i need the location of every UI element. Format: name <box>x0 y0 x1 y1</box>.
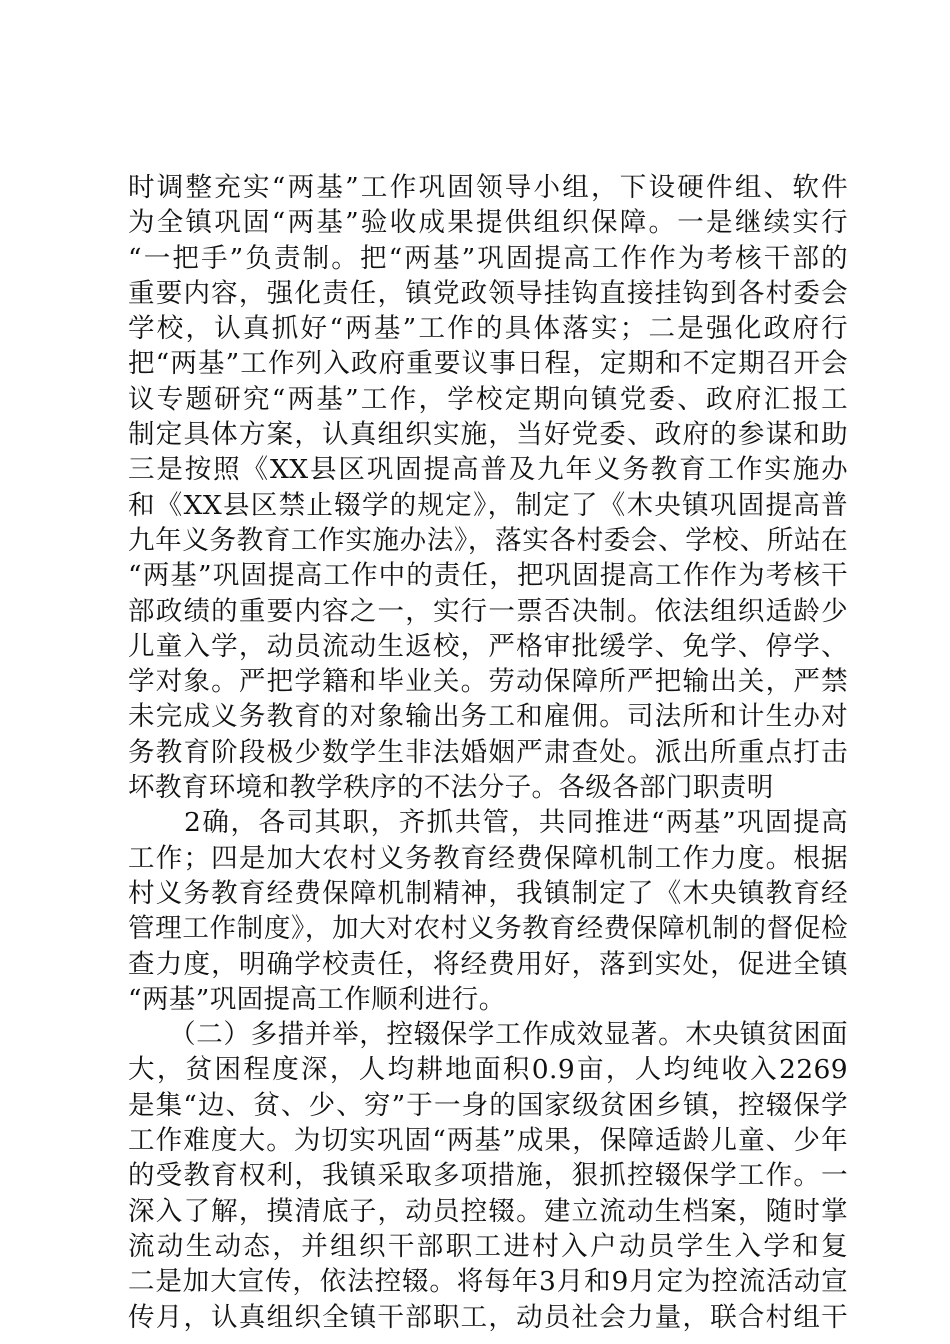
text-line: 学校，认真抓好“两基”工作的具体落实；二是强化政府行 <box>128 313 848 345</box>
text-line: “两基”巩固提高工作顺利进行。 <box>128 983 506 1015</box>
text-line: 2确，各司其职，齐抓共管，共同推进“两基”巩固提高 <box>128 807 848 839</box>
text-line: 传月，认真组织全镇干部职工，动员社会力量，联合村组干 <box>128 1301 848 1333</box>
text-line: 管理工作制度》，加大对农村义务教育经费保障机制的督促检 <box>128 913 848 945</box>
text-line: 三是按照《XX县区巩固提高普及九年义务教育工作实施办 <box>128 454 848 486</box>
text-line: （二）多措并举，控辍保学工作成效显著。木央镇贫困面 <box>128 1019 848 1051</box>
text-line: 学对象。严把学籍和毕业关。劳动保障所严把输出关，严禁 <box>128 666 848 698</box>
text-line: 村义务教育经费保障机制精神，我镇制定了《木央镇教育经 <box>128 877 848 909</box>
text-line: 和《XX县区禁止辍学的规定》，制定了《木央镇巩固提高普 <box>128 489 848 521</box>
text-line: 为全镇巩固“两基”验收成果提供组织保障。一是继续实行 <box>128 207 848 239</box>
text-line: 务教育阶段极少数学生非法婚姻严肃查处。派出所重点打击 <box>128 736 848 768</box>
text-line: 制定具体方案，认真组织实施，当好党委、政府的参谋和助 <box>128 419 848 451</box>
text-line: 时调整充实“两基”工作巩固领导小组，下设硬件组、软件 <box>128 172 848 203</box>
text-line: 工作难度大。为切实巩固“两基”成果，保障适龄儿童、少年 <box>128 1125 848 1157</box>
text-line: “两基”巩固提高工作中的责任，把巩固提高工作作为考核干 <box>128 560 848 592</box>
text-line: 的受教育权利，我镇采取多项措施，狠抓控辍保学工作。一 <box>128 1160 848 1192</box>
text-line: 把“两基”工作列入政府重要议事日程，定期和不定期召开会 <box>128 348 848 380</box>
text-line: 二是加大宣传，依法控辍。将每年3月和9月定为控流活动宣 <box>128 1266 848 1298</box>
text-line: 未完成义务教育的对象输出务工和雇佣。司法所和计生办对 <box>128 701 848 733</box>
text-line: 查力度，明确学校责任，将经费用好，落到实处，促进全镇 <box>128 948 848 980</box>
text-line: 是集“边、贫、少、穷”于一身的国家级贫困乡镇，控辍保学 <box>128 1089 848 1121</box>
document-body <box>128 170 848 1335</box>
text-line: 流动生动态，并组织干部职工进村入户动员学生入学和复 <box>128 1230 848 1262</box>
text-line: 坏教育环境和教学秩序的不法分子。各级各部门职责明 <box>128 772 774 804</box>
text-line: 九年义务教育工作实施办法》，落实各村委会、学校、所站在 <box>128 524 848 556</box>
text-line: 议专题研究“两基”工作，学校定期向镇党委、政府汇报工 <box>128 383 848 415</box>
text-line: 大，贫困程度深，人均耕地面积0.9亩，人均纯收入2269 <box>128 1054 848 1086</box>
text-line: “一把手”负责制。把“两基”巩固提高工作作为考核干部的 <box>128 242 848 274</box>
text-line: 部政绩的重要内容之一，实行一票否决制。依法组织适龄少 <box>128 595 848 627</box>
text-line: 重要内容，强化责任，镇党政领导挂钩直接挂钩到各村委会 <box>128 277 848 309</box>
text-line: 工作；四是加大农村义务教育经费保障机制工作力度。根据 <box>128 842 848 874</box>
text-line: 儿童入学，动员流动生返校，严格审批缓学、免学、停学、 <box>128 630 848 662</box>
text-line: 深入了解，摸清底子，动员控辍。建立流动生档案，随时掌 <box>128 1195 848 1227</box>
